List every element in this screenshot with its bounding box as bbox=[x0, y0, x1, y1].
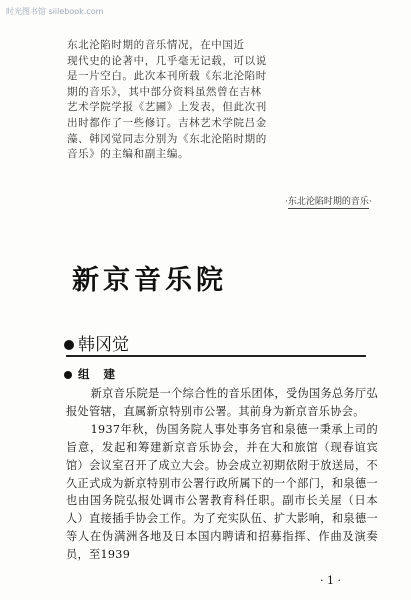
source-attribution bbox=[285, 194, 372, 209]
watermark: 时光图书馆 siiiebook.com bbox=[6, 7, 104, 16]
editor-note-line: 现代史的论著中，几乎毫无记载，可以说 bbox=[67, 54, 267, 67]
editor-note-line: 出时都作了一些修订。吉林艺术学院吕金 bbox=[67, 116, 267, 129]
section-heading bbox=[64, 366, 115, 382]
author-line bbox=[64, 330, 129, 355]
section-heading-char-1: 组 bbox=[78, 367, 90, 381]
section-heading-char-2: 建 bbox=[103, 367, 115, 381]
bullet-icon bbox=[64, 371, 72, 379]
author-name: 韩冈觉 bbox=[78, 335, 129, 355]
source-title: 东北沦陷时期的音乐 bbox=[288, 194, 369, 209]
source-suffix: · bbox=[368, 197, 372, 207]
bullet-icon bbox=[64, 340, 74, 350]
editor-note-line: 是一片空白。此次本刊所载《东北沦陷时 bbox=[67, 70, 267, 83]
article-body bbox=[66, 385, 378, 564]
editor-note-line: 期的音乐》，其中部分资料虽然曾在吉林 bbox=[67, 85, 262, 98]
article-title: 新京音乐院 bbox=[72, 265, 227, 296]
editor-note bbox=[67, 38, 372, 163]
editor-note-line: 东北沦陷时期的音乐情况，在中国近 bbox=[67, 39, 245, 51]
body-paragraph: 新京音乐院是一个综合性的音乐团体，受伪国务总务厅弘报处管辖，直属新京特别市公署。其前身为新京音乐协会。 bbox=[66, 387, 378, 418]
editor-note-line: 藻、韩冈觉同志分别为《东北沦陷时期的 bbox=[67, 132, 267, 145]
page-number: · 1 · bbox=[320, 574, 341, 587]
source-prefix: · bbox=[285, 197, 288, 207]
body-paragraph: 1937年秋，伪国务院人事处事务官和泉德一秉承上司的旨意，发起和筹建新京音乐协会，并在大和旅馆（现春谊宾馆）会议室召开了成立大会。协会成立初期依附于放送局，不久正式成为新京特别市公署行政所属下的一个部门，和泉德一也由国务院弘报处调市公署教育科任职。副市长关屋（日本人）直接插手协会工作。为了充实队伍、扩大影响，和泉德一等人在伪满洲各地及日本国内聘请和招募指挥、作曲及演奏员，至1939 bbox=[66, 422, 378, 562]
editor-note-line: 音乐》的主编和副主编。 bbox=[67, 148, 190, 161]
editor-note-line: 艺术学院学报《艺圃》上发表，但此次刊 bbox=[67, 101, 267, 114]
author-divider bbox=[66, 355, 366, 357]
